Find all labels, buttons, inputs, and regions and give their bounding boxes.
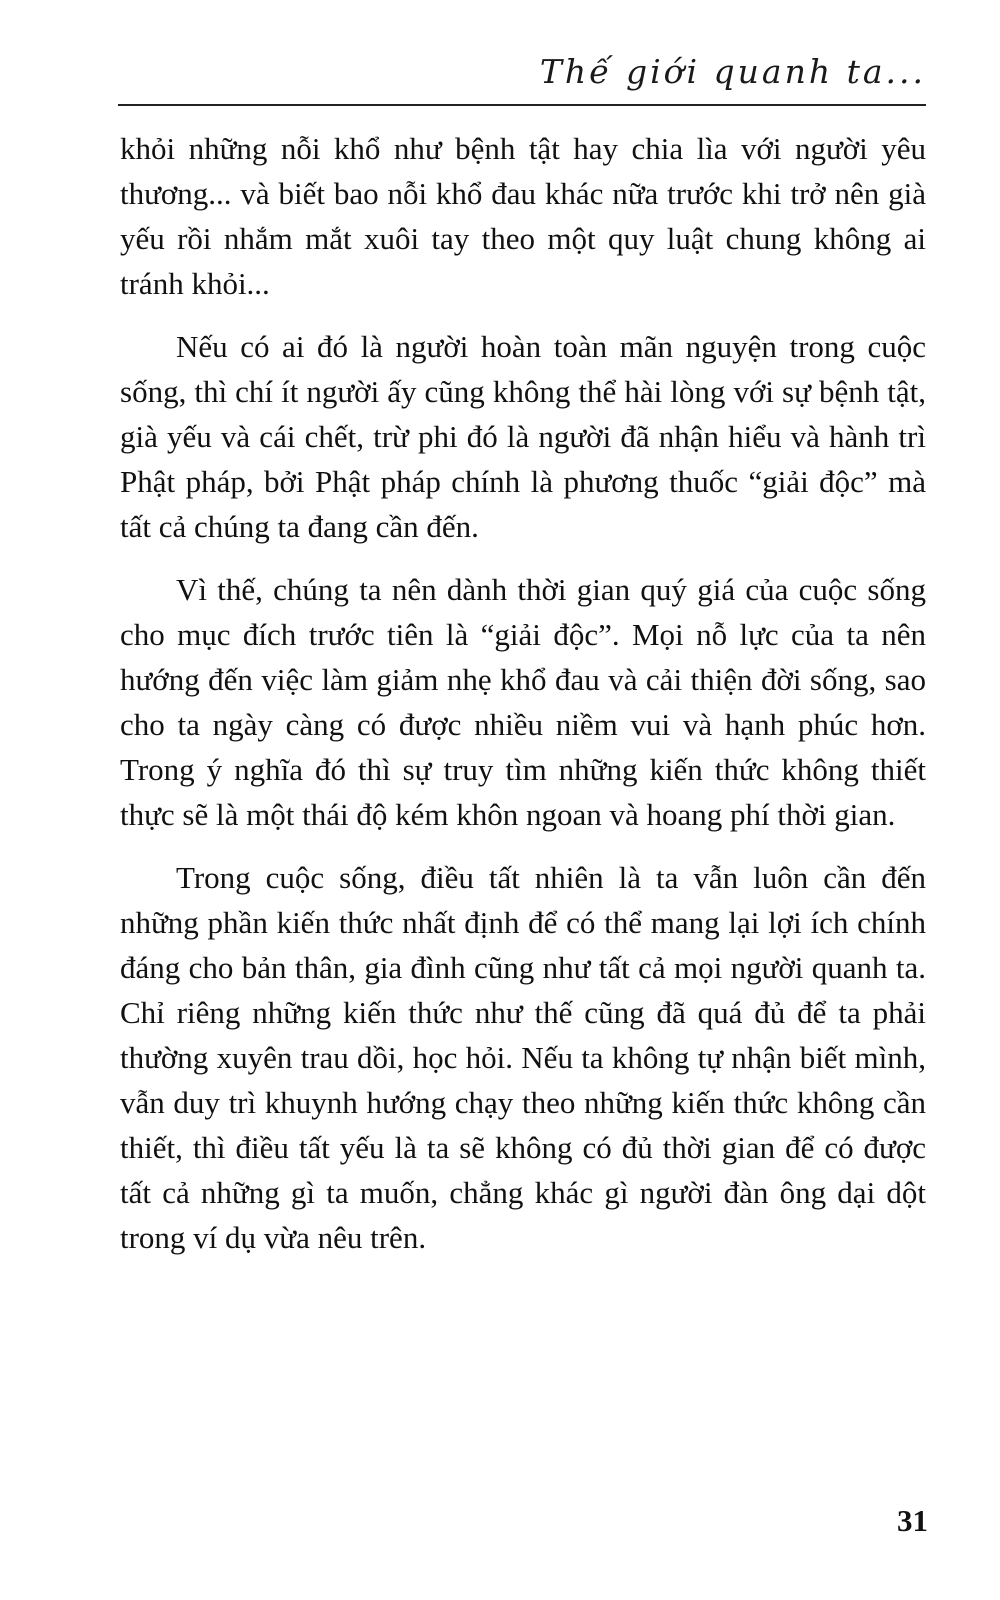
page-number: 31	[897, 1503, 928, 1538]
paragraph: Nếu có ai đó là người hoàn toàn mãn nguyện trong cuộc sống, thì chí ít người ấy cũng không thể hài lòng với sự bệnh tật, già yếu và cái chết, trừ phi đó là người đã nhận hiểu và hành trì Phật pháp, bởi Phật pháp chính là phương thuốc “giải độc” mà tất cả chúng ta đang cần đến.	[120, 329, 926, 544]
paragraph: Trong cuộc sống, điều tất nhiên là ta vẫn luôn cần đến những phần kiến thức nhất định để có thể mang lại lợi ích chính đáng cho bản thân, gia đình cũng như tất cả mọi người quanh ta. Chỉ riêng những kiến thức như thế cũng đã quá đủ để ta phải thường xuyên trau dồi, học hỏi. Nếu ta không tự nhận biết mình, vẫn duy trì khuynh hướng chạy theo những kiến thức không cần thiết, thì điều tất yếu là ta sẽ không có đủ thời gian để có được tất cả những gì ta muốn, chẳng khác gì người đàn ông dại dột trong ví dụ vừa nêu trên.	[120, 860, 926, 1255]
running-header	[118, 48, 926, 106]
running-header-title: Thế giới quanh ta...	[539, 52, 926, 91]
paragraph: Vì thế, chúng ta nên dành thời gian quý giá của cuộc sống cho mục đích trước tiên là “giải độc”. Mọi nỗ lực của ta nên hướng đến việc làm giảm nhẹ khổ đau và cải thiện đời sống, sao cho ta ngày càng có được nhiều niềm vui và hạnh phúc hơn. Trong ý nghĩa đó thì sự truy tìm những kiến thức không thiết thực sẽ là một thái độ kém khôn ngoan và hoang phí thời gian.	[120, 572, 926, 832]
body-text	[120, 126, 926, 1278]
paragraph-continued: khỏi những nỗi khổ như bệnh tật hay chia lìa với người yêu thương... và biết bao nỗi khổ đau khác nữa trước khi trở nên già yếu rồi nhắm mắt xuôi tay theo một quy luật chung không ai tránh khỏi...	[120, 131, 926, 301]
